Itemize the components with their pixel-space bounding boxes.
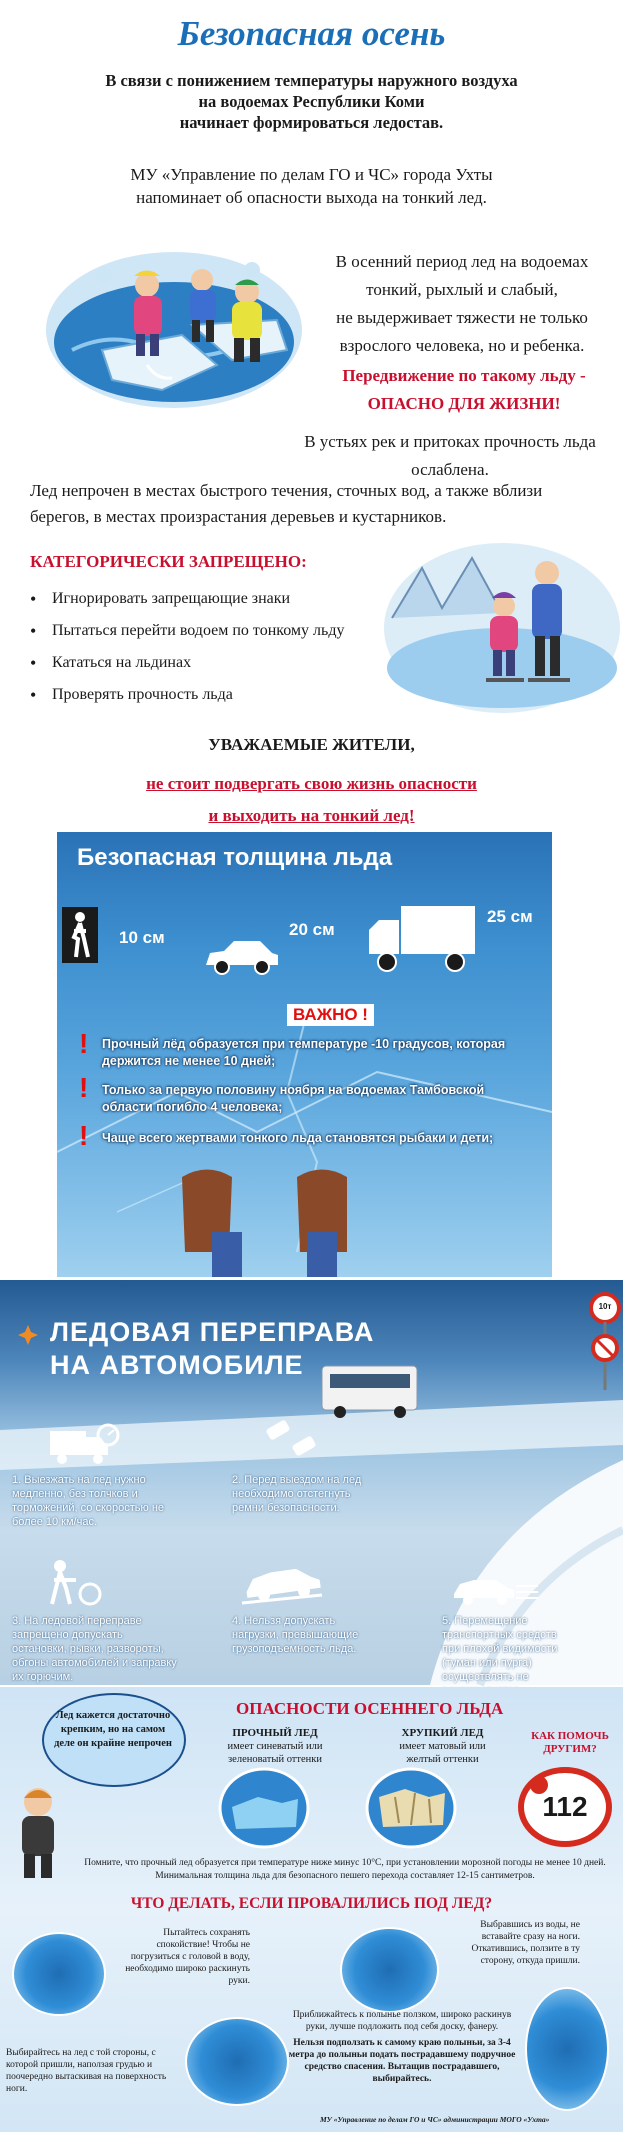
seatbelt-icon xyxy=(263,1420,323,1466)
poster-autumn-ice-dangers xyxy=(0,1687,623,2132)
danger-warning: Передвижение по такому льду - ОПАСНО ДЛЯ ЖИЗНИ! xyxy=(342,366,586,413)
crossing-rule: 1. Выезжать на лед нужно медленно, без толчков и торможений, со скоростью не более 10 км/час. xyxy=(12,1474,165,1528)
dangers-title: ОПАСНОСТИ ОСЕННЕГО ЛЬДА xyxy=(236,1699,504,1718)
poster-ice-crossing xyxy=(0,1277,623,1687)
thickness-title: Безопасная толщина льда xyxy=(77,844,393,871)
ice-thickness-panel xyxy=(57,832,552,1277)
list-item: • Пытаться перейти водоем по тонкому льду xyxy=(30,615,344,647)
weight-limit-label: 10т xyxy=(598,1302,612,1311)
intro-text: В связи с понижением температуры наружного воздуха на водоемах Республики Коми начинает формироваться ледостав. xyxy=(105,71,518,132)
exclamation-icon: ! xyxy=(79,1120,89,1151)
fall-through-title: ЧТО ДЕЛАТЬ, ЕСЛИ ПРОВАЛИЛИСЬ ПОД ЛЕД? xyxy=(130,1895,493,1912)
exclamation-icon: ! xyxy=(79,1028,89,1059)
poster-safe-autumn xyxy=(0,0,623,830)
crossing-rule: 5. Перемещение транспортных средств при плохой видимости (туман или пурга) осуществлять не xyxy=(442,1615,558,1683)
truck-icon xyxy=(367,902,477,974)
rescue-illustration xyxy=(185,2017,289,2106)
tip-edge: Нельзя подползать к самому краю полыньи, за 3-4 метра до полыньи подать пострадавшему подручное средство спасения. Вытащив пострадавшего, выбирайтесь. xyxy=(288,2038,516,2084)
thickness-25: 25 см xyxy=(487,907,533,926)
rescue-illustration xyxy=(340,1927,439,2013)
car-fog-icon xyxy=(450,1570,540,1610)
mu-reminder: МУ «Управление по делам ГО и ЧС» города Ухты напоминает об опасности выхода на тонкий лед. xyxy=(130,165,493,207)
list-item: • Игнорировать запрещающие знаки xyxy=(30,583,344,615)
rescue-illustration xyxy=(525,1987,609,2111)
prohibited-list xyxy=(30,583,344,711)
strong-ice-label: ПРОЧНЫЙ ЛЕД имеет синеватый или зеленоватый оттенки xyxy=(227,1727,323,1765)
emergency-number: 112 xyxy=(542,1791,588,1822)
list-item: • Проверять прочность льда xyxy=(30,679,344,711)
crossing-rule: 3. На ледовой переправе запрещено допускать остановки, рывки, развороты, обгоны автомобилей и заправку их горючим. xyxy=(12,1615,177,1683)
pedestrian-icon xyxy=(62,907,98,963)
tip-out: Выбравшись из воды, не вставайте сразу на ноги. Откатившись, ползите в ту сторону, откуда пришли. xyxy=(471,1920,580,1966)
exclamation-icon: ! xyxy=(79,1072,89,1103)
skating-children-illustration xyxy=(382,528,622,718)
tip-climb: Выбирайтесь на лед с той стороны, с которой пришли, наползая грудью и поочередно вытаскивая на поверхность ноги. xyxy=(6,2048,167,2094)
poster-ice-thickness xyxy=(0,830,623,1277)
emergency-emblem-icon xyxy=(18,1325,38,1345)
poster-title: Безопасная осень xyxy=(177,14,446,53)
children-on-ice-illustration xyxy=(42,230,307,415)
thickness-10: 10 см xyxy=(119,928,165,947)
fact-text: Только за первую половину ноября на водоемах Тамбовской области погибло 4 человека; xyxy=(102,1083,485,1114)
prohibited-title: КАТЕГОРИЧЕСКИ ЗАПРЕЩЕНО: xyxy=(30,552,307,571)
truck-speed-icon xyxy=(48,1423,120,1467)
help-others-title: КАК ПОМОЧЬ ДРУГИМ? xyxy=(531,1730,609,1755)
fragile-ice-icon xyxy=(365,1767,457,1849)
tip-approach: Приближайтесь к полынье ползком, широко раскинув руки, лучше подложить под себя доску, фанеру. xyxy=(292,2010,512,2032)
ice-description: В осенний период лед на водоемах тонкий, рыхлый и слабый, не выдерживает тяжести не только взрослого человека, но и ребенка. xyxy=(335,252,589,355)
fragile-ice-label: ХРУПКИЙ ЛЕД имеет матовый или желтый оттенки xyxy=(399,1727,486,1765)
ice-crossing-panel xyxy=(0,1280,623,1685)
footer-credit: МУ «Управление по делам ГО и ЧС» администрации МОГО «Ухта» xyxy=(320,2115,550,2124)
cloud-text: Лед кажется достаточно крепким, но на самом деле он крайне непрочен xyxy=(54,1710,172,1749)
crossing-rule: 2. Перед выездом на лед необходимо отстегнуть ремни безопасности. xyxy=(232,1474,362,1514)
residents-heading: УВАЖАЕМЫЕ ЖИТЕЛИ, xyxy=(208,735,415,754)
fact-text: Чаще всего жертвами тонкого льда становятся рыбаки и дети; xyxy=(102,1131,494,1145)
important-label: ВАЖНО ! xyxy=(287,1004,374,1026)
rescue-illustration xyxy=(12,1932,106,2016)
crossing-title: ЛЕДОВАЯ ПЕРЕПРАВА НА АВТОМОБИЛЕ xyxy=(50,1317,375,1380)
ice-thickness-note: Помните, что прочный лед образуется при температуре ниже минус 10°С, при установлении морозной погоды не менее 10 дней. Минимальная толщина льда для безопасного пешего перехода составляет 12-15 сантиметров. xyxy=(84,1858,606,1881)
strong-ice-icon xyxy=(218,1767,310,1849)
list-item: • Кататься на льдинах xyxy=(30,647,344,679)
crossing-rule: 4. Нельзя допускать нагрузки, превышающие грузоподъемность льда. xyxy=(232,1615,359,1655)
final-warning: не стоит подвергать свою жизнь опасности и выходить на тонкий лед! xyxy=(146,774,477,825)
car-icon xyxy=(202,937,282,975)
weak-ice-places-text: Лед непрочен в местах быстрого течения, сточных вод, а также вблизи берегов, в местах произрастания деревьев и кустарников. xyxy=(30,481,543,526)
boy-illustration xyxy=(8,1782,68,1882)
river-mouth-text: В устьях рек и притоках прочность льда ослаблена. xyxy=(304,432,596,479)
fact-text: Прочный лёд образуется при температуре -10 градусов, которая держится не менее 10 дней; xyxy=(102,1037,506,1068)
tip-calm: Пытайтесь сохранять спокойствие! Чтобы не погрузиться с головой в воду, необходимо широко раскинуть руки. xyxy=(125,1928,250,1986)
car-on-ice-icon xyxy=(240,1565,325,1607)
thickness-20: 20 см xyxy=(289,920,335,939)
person-fuel-icon xyxy=(46,1558,106,1608)
